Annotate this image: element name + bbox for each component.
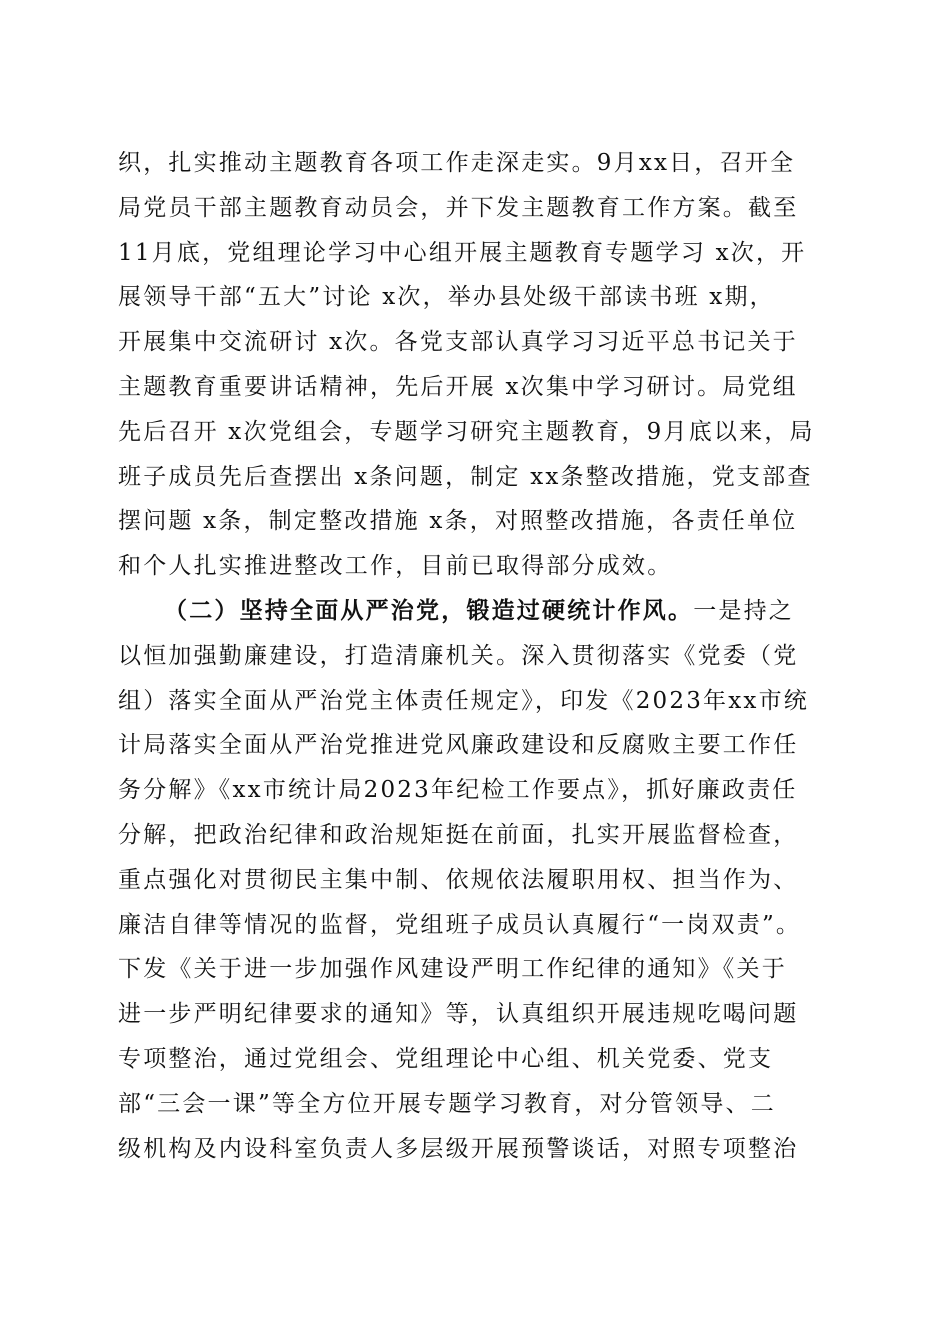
text-line: 和个人扎实推进整改工作，目前已取得部分成效。 bbox=[118, 553, 673, 580]
text-line: 务分解》《xx市统计局2023年纪检工作要点》，抓好廉政责任 bbox=[118, 777, 798, 804]
text-line: 进一步严明纪律要求的通知》等，认真组织开展违规吃喝问题 bbox=[118, 1001, 799, 1028]
text-line: 级机构及内设科室负责人多层级开展预警谈话，对照专项整治 bbox=[118, 1135, 799, 1162]
text-line: 开展集中交流研讨 x次。各党支部认真学习习近平总书记关于 bbox=[118, 329, 798, 356]
text-line: 廉洁自律等情况的监督，党组班子成员认真履行“一岗双责”。 bbox=[118, 911, 802, 938]
text-line: 展领导干部“五大”讨论 x次，举办县处级干部读书班 x期， bbox=[118, 284, 775, 311]
paragraph-1 bbox=[118, 141, 848, 589]
text-line: 先后召开 x次党组会，专题学习研究主题教育，9月底以来，局 bbox=[118, 418, 815, 445]
text-line: 主题教育重要讲话精神，先后开展 x次集中学习研讨。局党组 bbox=[118, 373, 798, 400]
body-text bbox=[118, 141, 848, 1171]
text-line: 计局落实全面从严治党推进党风廉政建设和反腐败主要工作任 bbox=[118, 732, 799, 759]
text-line: 下发《关于进一步加强作风建设严明工作纪律的通知》《关于 bbox=[118, 956, 787, 983]
section-heading: （二）坚持全面从严治党，锻造过硬统计作风。 bbox=[164, 596, 694, 624]
text-line: 班子成员先后查摆出 x条问题，制定 xx条整改措施，党支部查 bbox=[118, 463, 813, 490]
text-line: 组）落实全面从严治党主体责任规定》，印发《2023年xx市统 bbox=[118, 687, 809, 714]
text-line: 局党员干部主题教育动员会，并下发主题教育工作方案。截至 bbox=[118, 194, 799, 221]
text-line: 摆问题 x条，制定整改措施 x条，对照整改措施，各责任单位 bbox=[118, 508, 798, 535]
text-line: 专项整治，通过党组会、党组理论中心组、机关党委、党支 bbox=[118, 1045, 774, 1072]
text-line: 织，扎实推动主题教育各项工作走深走实。9月xx日，召开全 bbox=[118, 150, 796, 176]
text-line: 11月底，党组理论学习中心组开展主题教育专题学习 x次，开 bbox=[118, 239, 807, 266]
text-line: 分解，把政治纪律和政治规矩挺在前面，扎实开展监督检查， bbox=[118, 821, 799, 848]
paragraph-2 bbox=[118, 589, 848, 1171]
paragraph-2-first-line bbox=[118, 589, 848, 634]
text-line: 部“三会一课”等全方位开展专题学习教育，对分管领导、二 bbox=[118, 1090, 776, 1117]
text-line: 重点强化对贯彻民主集中制、依规依法履职用权、担当作为、 bbox=[118, 866, 799, 893]
section-heading-continuation: 一是持之 bbox=[693, 597, 795, 624]
text-line: 以恒加强勤廉建设，打造清廉机关。深入贯彻落实《党委（党 bbox=[118, 642, 799, 669]
